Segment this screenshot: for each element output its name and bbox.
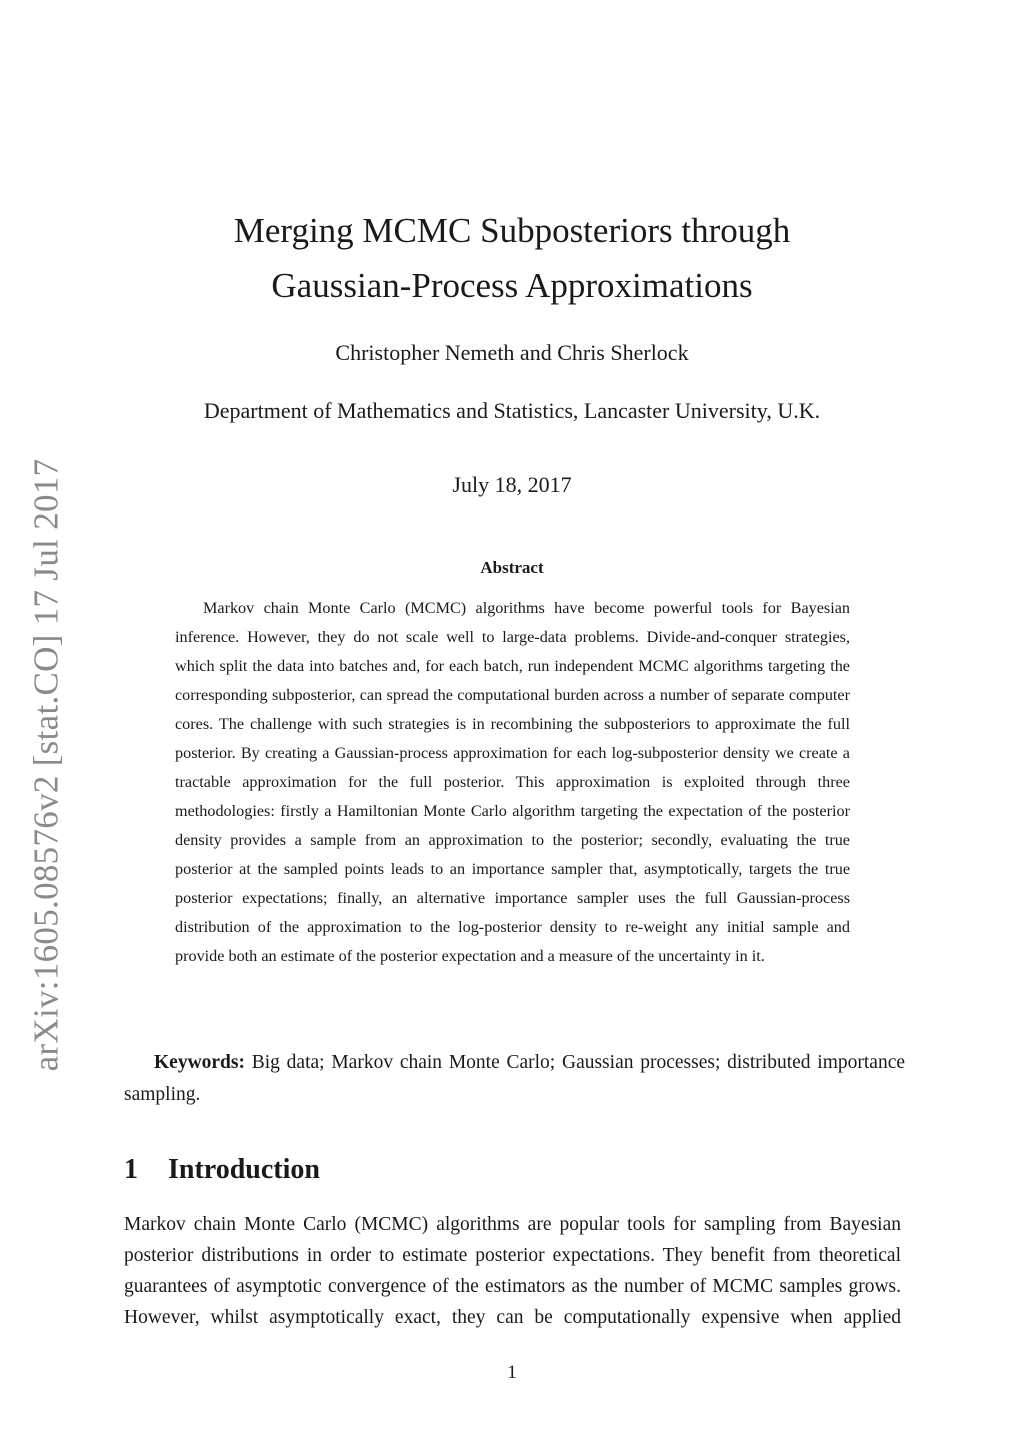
paper-affiliation: Department of Mathematics and Statistics, Lancaster University, U.K.: [203, 398, 821, 423]
paper-date: July 18, 2017: [452, 472, 572, 497]
section-heading-introduction: [124, 1150, 320, 1190]
keywords-text: Big data; Markov chain Monte Carlo; Gaussian processes; distributed importance sampling.: [124, 1052, 905, 1105]
page-number: 1: [507, 1362, 517, 1383]
keywords-label: Keywords:: [154, 1052, 245, 1073]
arxiv-identifier-stamp: [24, 458, 68, 1072]
section-number: 1: [124, 1154, 138, 1185]
introduction-paragraph: Markov chain Monte Carlo (MCMC) algorithms are popular tools for sampling from Bayesian posterior distributions in order to estimate posterior expectations. They benefit from theoretical guarantees of asymptotic convergence of the estimators as the number of MCMC samples grows. However, whilst asymptotically exact, they can be computationally expensive when applied: [124, 1214, 901, 1328]
paper-title-line-1: Merging MCMC Subposteriors through: [233, 211, 791, 250]
paper-title-line-2: Gaussian-Process Approximations: [271, 266, 753, 305]
abstract-body: Markov chain Monte Carlo (MCMC) algorithms have become powerful tools for Bayesian inference. However, they do not scale well to large-data problems. Divide-and-conquer strategies, which split the data into batches and, for each batch, run independent MCMC algorithms targeting the corresponding subposterior, can spread the computational burden across a number of separate computer cores. The challenge with such strategies is in recombining the subposteriors to approximate the full posterior. By creating a Gaussian-process approximation for each log-subposterior density we create a tractable approximation for the full posterior. This approximation is exploited through three methodologies: firstly a Hamiltonian Monte Carlo algorithm targeting the expectation of the posterior density provides a sample from an approximation to the posterior; secondly, evaluating the true posterior at the sampled points leads to an importance sampler that, asymptotically, targets the true posterior expectations; finally, an alternative importance sampler uses the full Gaussian-process distribution of the approximation to the log-posterior density to re-weight any initial sample and provide both an estimate of the posterior expectation and a measure of the uncertainty in it.: [175, 599, 850, 965]
abstract-heading: Abstract: [480, 558, 544, 577]
paper-authors: Christopher Nemeth and Chris Sherlock: [335, 340, 689, 365]
keywords-paragraph: [124, 1047, 905, 1111]
section-title: Introduction: [168, 1154, 320, 1185]
paper-title: [0, 203, 1024, 313]
arxiv-identifier-text: arXiv:1605.08576v2 [stat.CO] 17 Jul 2017: [26, 458, 66, 1072]
